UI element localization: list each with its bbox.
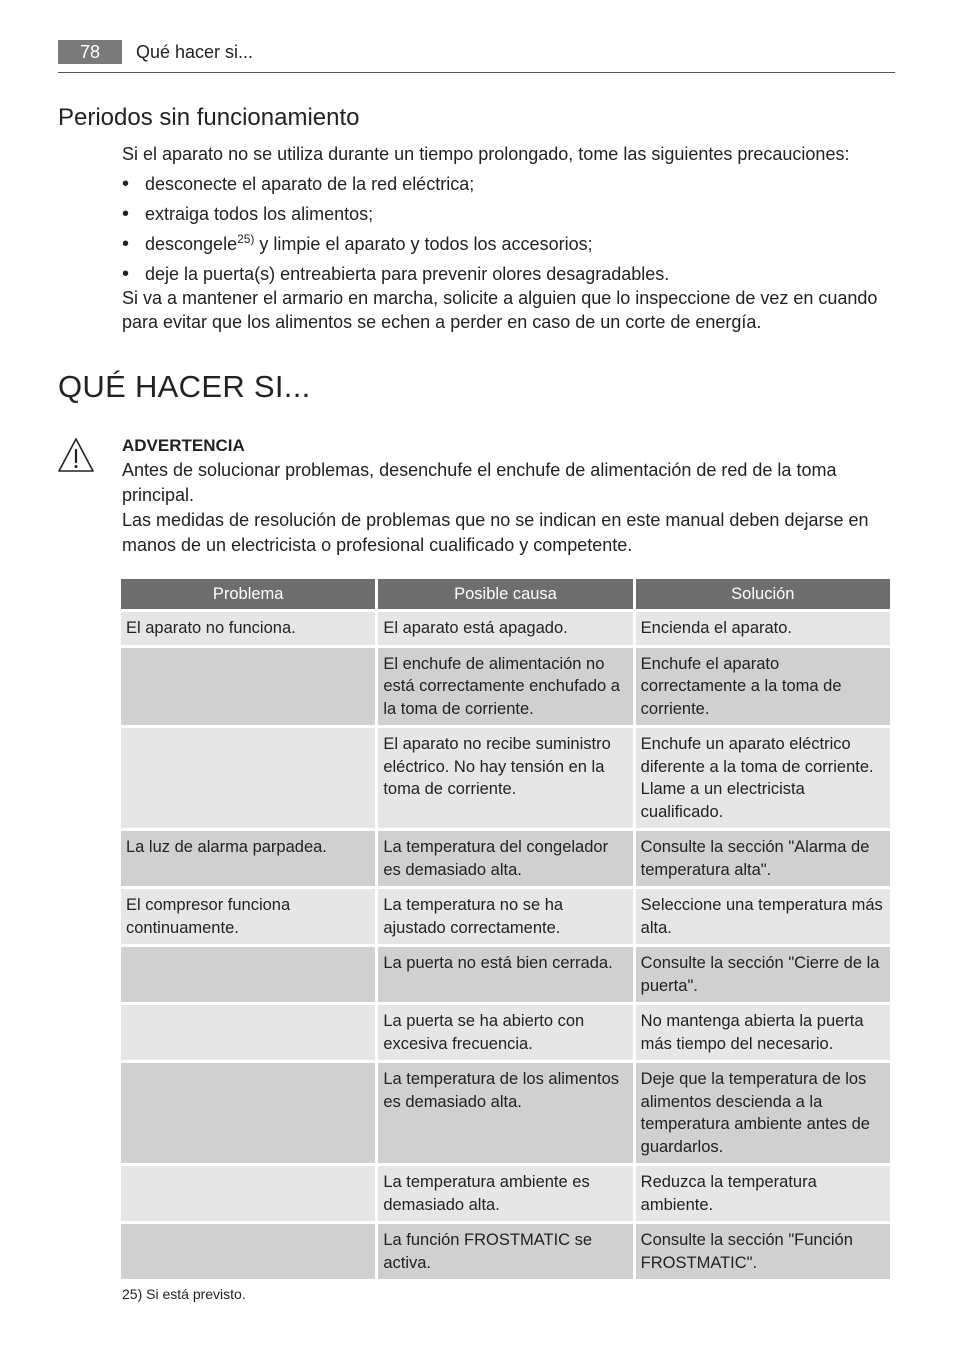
cell-solution: Seleccione una temperatura más alta.: [636, 889, 890, 944]
cell-cause: La puerta no está bien cerrada.: [378, 947, 632, 1002]
table-row: [121, 947, 890, 1002]
table-row: [121, 831, 890, 886]
table-row: [121, 648, 890, 726]
periods-intro: Si el aparato no se utiliza durante un tiempo prolongado, tome las siguientes precauciones:: [122, 144, 850, 164]
table-row: [121, 889, 890, 944]
cell-problem: [121, 1166, 375, 1221]
table-row: [121, 1166, 890, 1221]
warning-title: ADVERTENCIA: [122, 436, 245, 455]
cell-cause: La temperatura ambiente es demasiado alta.: [378, 1166, 632, 1221]
column-header-cause: Posible causa: [378, 579, 632, 609]
cell-solution: Enchufe el aparato correctamente a la toma de corriente.: [636, 648, 890, 726]
cell-solution: Encienda el aparato.: [636, 612, 890, 645]
table-row: [121, 612, 890, 645]
cell-cause: El aparato está apagado.: [378, 612, 632, 645]
cell-cause: La puerta se ha abierto con excesiva frecuencia.: [378, 1005, 632, 1060]
cell-solution: Reduzca la temperatura ambiente.: [636, 1166, 890, 1221]
cell-problem: [121, 728, 375, 828]
cell-problem: [121, 947, 375, 1002]
warning-text-2: Las medidas de resolución de problemas que no se indican en este manual deben dejarse en manos de un electricista o profesional cualificado y competente.: [122, 510, 869, 555]
cell-solution: No mantenga abierta la puerta más tiempo del necesario.: [636, 1005, 890, 1060]
list-item: • descongele$^{25)}$ y limpie el aparato y todos los accesorios;: [122, 232, 902, 256]
troubleshooting-table: [118, 576, 893, 1282]
cell-solution: Consulte la sección "Función FROSTMATIC".: [636, 1224, 890, 1279]
table-row: [121, 1224, 890, 1279]
list-item: • extraiga todos los alimentos;: [122, 202, 902, 226]
table-row: [121, 1063, 890, 1163]
cell-cause: El enchufe de alimentación no está correctamente enchufado a la toma de corriente.: [378, 648, 632, 726]
cell-solution: Deje que la temperatura de los alimentos descienda a la temperatura ambiente antes de guardarlos.: [636, 1063, 890, 1163]
table-row: [121, 1005, 890, 1060]
warning-text-1: Antes de solucionar problemas, desenchufe el enchufe de alimentación de red de la toma principal.: [122, 460, 837, 505]
column-header-solution: Solución: [636, 579, 890, 609]
precautions-list: [122, 172, 902, 286]
section-title-what-if: QUÉ HACER SI...: [58, 369, 311, 404]
cell-problem: [121, 648, 375, 726]
footnote: 25) Si está previsto.: [122, 1286, 246, 1302]
header-title: Qué hacer si...: [136, 42, 254, 62]
list-item: • deje la puerta(s) entreabierta para prevenir olores desagradables.: [122, 262, 902, 286]
cell-problem: [121, 1005, 375, 1060]
cell-problem: El aparato no funciona.: [121, 612, 375, 645]
table-row: [121, 728, 890, 828]
cell-solution: Consulte la sección "Alarma de temperatura alta".: [636, 831, 890, 886]
page-header: [58, 40, 895, 73]
cell-cause: La temperatura no se ha ajustado correctamente.: [378, 889, 632, 944]
page-number: 78: [58, 40, 122, 64]
section-title-periods: Periodos sin funcionamiento: [58, 104, 360, 131]
column-header-problem: Problema: [121, 579, 375, 609]
list-item: • desconecte el aparato de la red eléctrica;: [122, 172, 902, 196]
cell-cause: El aparato no recibe suministro eléctrico. No hay tensión en la toma de corriente.: [378, 728, 632, 828]
periods-body: [122, 142, 902, 334]
cell-cause: La función FROSTMATIC se activa.: [378, 1224, 632, 1279]
cell-problem: La luz de alarma parpadea.: [121, 831, 375, 886]
periods-closing: Si va a mantener el armario en marcha, solicite a alguien que lo inspeccione de vez en cuando para evitar que los alimentos se echen a perder en caso de un corte de energía.: [122, 288, 878, 332]
warning-block: [122, 433, 902, 558]
table-header-row: [121, 579, 890, 609]
cell-solution: Consulte la sección "Cierre de la puerta".: [636, 947, 890, 1002]
cell-problem: [121, 1063, 375, 1163]
cell-solution: Enchufe un aparato eléctrico diferente a la toma de corriente. Llame a un electricista cualificado.: [636, 728, 890, 828]
cell-cause: La temperatura del congelador es demasiado alta.: [378, 831, 632, 886]
footnote-ref: 25): [237, 232, 255, 246]
cell-problem: [121, 1224, 375, 1279]
cell-problem: El compresor funciona continuamente.: [121, 889, 375, 944]
cell-cause: La temperatura de los alimentos es demasiado alta.: [378, 1063, 632, 1163]
warning-icon: [57, 437, 95, 473]
